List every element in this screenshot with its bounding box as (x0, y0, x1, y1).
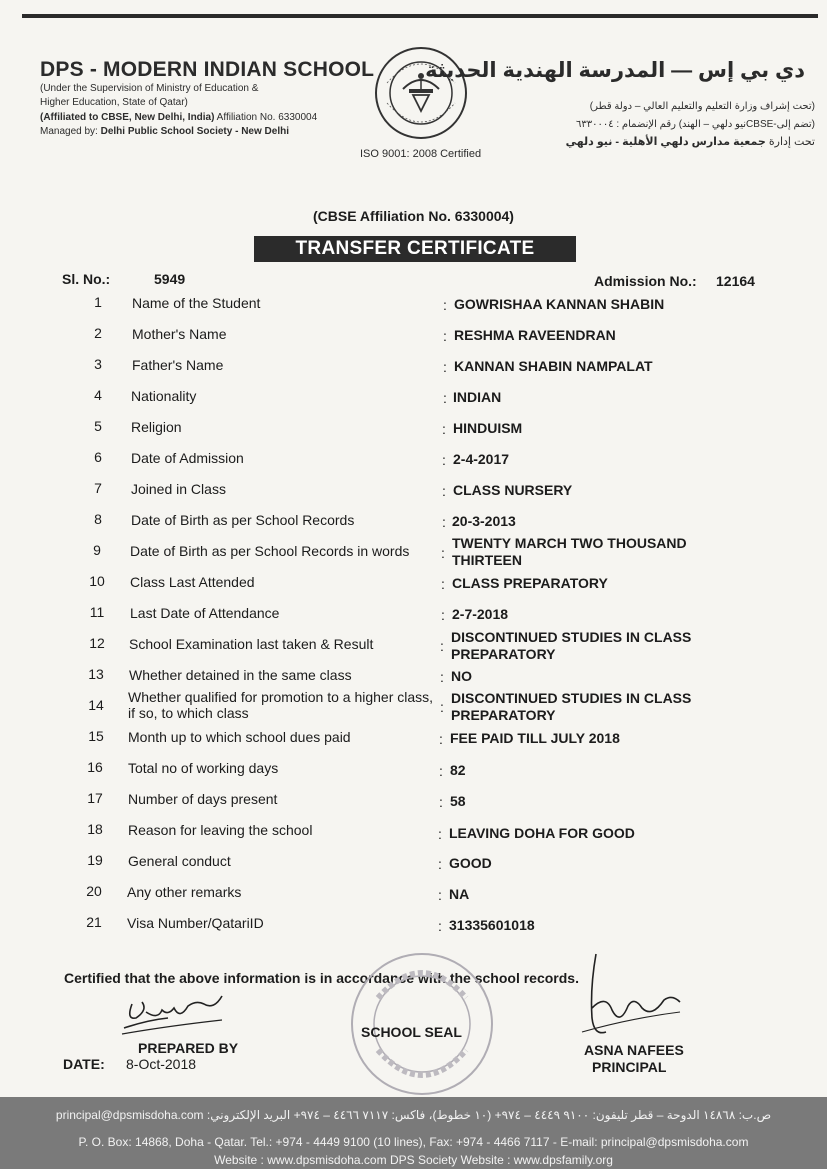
field-value: DISCONTINUED STUDIES IN CLASS PREPARATORY (451, 690, 692, 723)
field-value: 31335601018 (449, 917, 535, 933)
field-value: LEAVING DOHA FOR GOOD (449, 825, 635, 841)
field-label: Name of the Student (132, 295, 261, 311)
field-colon: : (443, 297, 447, 313)
field-value: 82 (450, 762, 466, 778)
managed-by-line (40, 125, 289, 138)
row-number: 21 (86, 914, 102, 930)
field-label: Month up to which school dues paid (128, 729, 351, 745)
affiliation-line (40, 111, 317, 124)
field-colon: : (438, 887, 442, 903)
row-number: 12 (89, 635, 105, 651)
row-number: 9 (93, 542, 101, 558)
field-value: KANNAN SHABIN NAMPALAT (454, 358, 653, 374)
field-colon: : (440, 699, 444, 715)
row-number: 16 (87, 759, 103, 775)
footer-line-arabic (0, 1108, 827, 1122)
row-number: 10 (89, 573, 105, 589)
school-seal-label: SCHOOL SEAL (361, 1024, 462, 1040)
row-number: 20 (86, 883, 102, 899)
field-value: NA (449, 886, 470, 902)
row-number: 17 (87, 790, 103, 806)
ar-managed-society: جمعية مدارس دلهي الأهلية - نيو دلهي (565, 136, 766, 148)
principal-title: PRINCIPAL (592, 1059, 667, 1075)
field-label: Religion (131, 419, 182, 435)
field-label: Number of days present (128, 791, 278, 807)
field-label: Father's Name (132, 357, 224, 373)
top-rule (22, 14, 818, 18)
field-colon: : (439, 794, 443, 810)
field-colon: : (438, 856, 442, 872)
row-number: 13 (88, 666, 104, 682)
serial-no-value: 5949 (154, 271, 186, 287)
ar-supervision-line: (تحت إشراف وزارة التعليم والتعليم العالي – دولة قطر) (589, 101, 815, 112)
field-label: Class Last Attended (130, 574, 255, 590)
field-value: TWENTY MARCH TWO THOUSAND THIRTEEN (452, 535, 687, 568)
date-value: 8-Oct-2018 (126, 1056, 197, 1072)
date-label: DATE: (63, 1056, 105, 1072)
field-colon: : (441, 545, 445, 561)
field-value: 58 (450, 793, 466, 809)
row-number: 1 (94, 294, 102, 310)
serial-no-label: Sl. No.: (62, 271, 111, 287)
field-value: GOWRISHAA KANNAN SHABIN (454, 296, 665, 312)
field-value: 20-3-2013 (452, 513, 516, 529)
managed-by-society: Delhi Public School Society - New Delhi (100, 126, 289, 137)
field-label: General conduct (128, 853, 231, 869)
row-number: 3 (94, 356, 102, 372)
footer-email: principal@dpsmisdoha.com (55, 1108, 204, 1122)
field-colon: : (443, 359, 447, 375)
field-label: Total no of working days (128, 760, 279, 776)
field-colon: : (440, 638, 444, 654)
field-value: CLASS NURSERY (453, 482, 573, 498)
row-number: 2 (94, 325, 102, 341)
row-number: 5 (94, 418, 102, 434)
principal-name: ASNA NAFEES (584, 1042, 684, 1058)
field-value: GOOD (449, 855, 492, 871)
field-label: Whether detained in the same class (129, 667, 352, 683)
field-value: INDIAN (453, 389, 502, 405)
affiliation-number: Affiliation No. 6330004 (214, 112, 318, 123)
field-colon: : (439, 731, 443, 747)
field-label: Nationality (131, 388, 197, 404)
row-number: 14 (88, 697, 104, 713)
certificate-title: TRANSFER CERTIFICATE (254, 236, 576, 262)
row-number: 15 (88, 728, 104, 744)
ar-affiliation-line: (تضم إلى-CBSEنيو دلهي – الهند) رقم الإنضمام : ٦٣٣٠٠٠٤ (575, 119, 815, 130)
footer-websites: Website : www.dpsmisdoha.com DPS Society Website : www.dpsfamily.org (214, 1153, 613, 1167)
prepared-by-label: PREPARED BY (138, 1040, 239, 1056)
field-colon: : (441, 576, 445, 592)
row-number: 6 (94, 449, 102, 465)
field-label: Mother's Name (132, 326, 227, 342)
admission-no-value: 12164 (716, 273, 755, 289)
field-value: RESHMA RAVEENDRAN (454, 327, 616, 343)
field-label: Any other remarks (127, 884, 242, 900)
field-colon: : (442, 514, 446, 530)
field-value: NO (451, 668, 472, 684)
row-number: 19 (87, 852, 103, 868)
field-label: Whether qualified for promotion to a higher class, if so, to which class (128, 689, 434, 721)
field-value: FEE PAID TILL JULY 2018 (450, 730, 620, 746)
ar-managed-by-line (566, 136, 815, 149)
field-value: CLASS PREPARATORY (452, 575, 608, 591)
field-label: Joined in Class (131, 481, 226, 497)
field-label: Reason for leaving the school (128, 822, 313, 838)
field-colon: : (438, 918, 442, 934)
field-label: Visa Number/QatariID (127, 915, 264, 931)
school-name-ar: دي بي إس — المدرسة الهندية الحديثة (425, 59, 805, 82)
footer-address: P. O. Box: 14868, Doha - Qatar. Tel.: +974 - 4449 9100 (10 lines), Fax: +974 - 4466 7117 - E-mail: principal@dpsmisdoha.com (78, 1135, 749, 1149)
principal-signature-icon (572, 948, 682, 1040)
row-number: 8 (94, 511, 102, 527)
managed-by-prefix: Managed by: (40, 126, 101, 137)
field-label: Date of Birth as per School Records in words (130, 543, 410, 559)
school-name-en: DPS - MODERN INDIAN SCHOOL (40, 58, 375, 81)
footer-arabic-address: ص.ب: ١٤٨٦٨ الدوحة – قطر تليفون: ٩١٠٠ ٤٤٤٩ – ٩٧٤+ (١٠ خطوط)، فاكس: ٧١١٧ ٤٤٦٦ – ٩٧٤+ البريد الإلكتروني: (206, 1108, 772, 1122)
row-number: 11 (89, 604, 105, 620)
field-colon: : (440, 669, 444, 685)
row-number: 18 (87, 821, 103, 837)
field-colon: : (439, 763, 443, 779)
field-colon: : (442, 452, 446, 468)
cbse-affiliation: (CBSE Affiliation No. 6330004) (313, 208, 514, 224)
field-label: Date of Admission (131, 450, 244, 466)
affiliation-bold: (Affiliated to CBSE, New Delhi, India) (40, 112, 215, 123)
field-label: Last Date of Attendance (130, 605, 280, 621)
certification-statement: Certified that the above information is in accordance with the school records. (64, 970, 579, 986)
field-colon: : (442, 483, 446, 499)
field-value: HINDUISM (453, 420, 523, 436)
field-value: DISCONTINUED STUDIES IN CLASS PREPARATORY (451, 629, 692, 662)
field-label: School Examination last taken & Result (129, 636, 374, 652)
row-number: 4 (94, 387, 102, 403)
field-colon: : (443, 390, 447, 406)
field-label: Date of Birth as per School Records (131, 512, 355, 528)
field-colon: : (442, 421, 446, 437)
row-number: 7 (94, 480, 102, 496)
iso-certification: ISO 9001: 2008 Certified (360, 148, 482, 160)
admission-no-label: Admission No.: (594, 273, 697, 289)
state-line: Higher Education, State of Qatar) (40, 97, 188, 108)
field-value: 2-4-2017 (453, 451, 510, 467)
preparer-signature-icon (118, 990, 228, 1038)
field-colon: : (443, 328, 447, 344)
field-colon: : (438, 826, 442, 842)
supervision-line: (Under the Supervision of Ministry of Education & (40, 83, 259, 94)
field-colon: : (441, 607, 445, 623)
ar-managed-prefix: تحت إدارة (765, 136, 815, 148)
field-value: 2-7-2018 (452, 606, 509, 622)
